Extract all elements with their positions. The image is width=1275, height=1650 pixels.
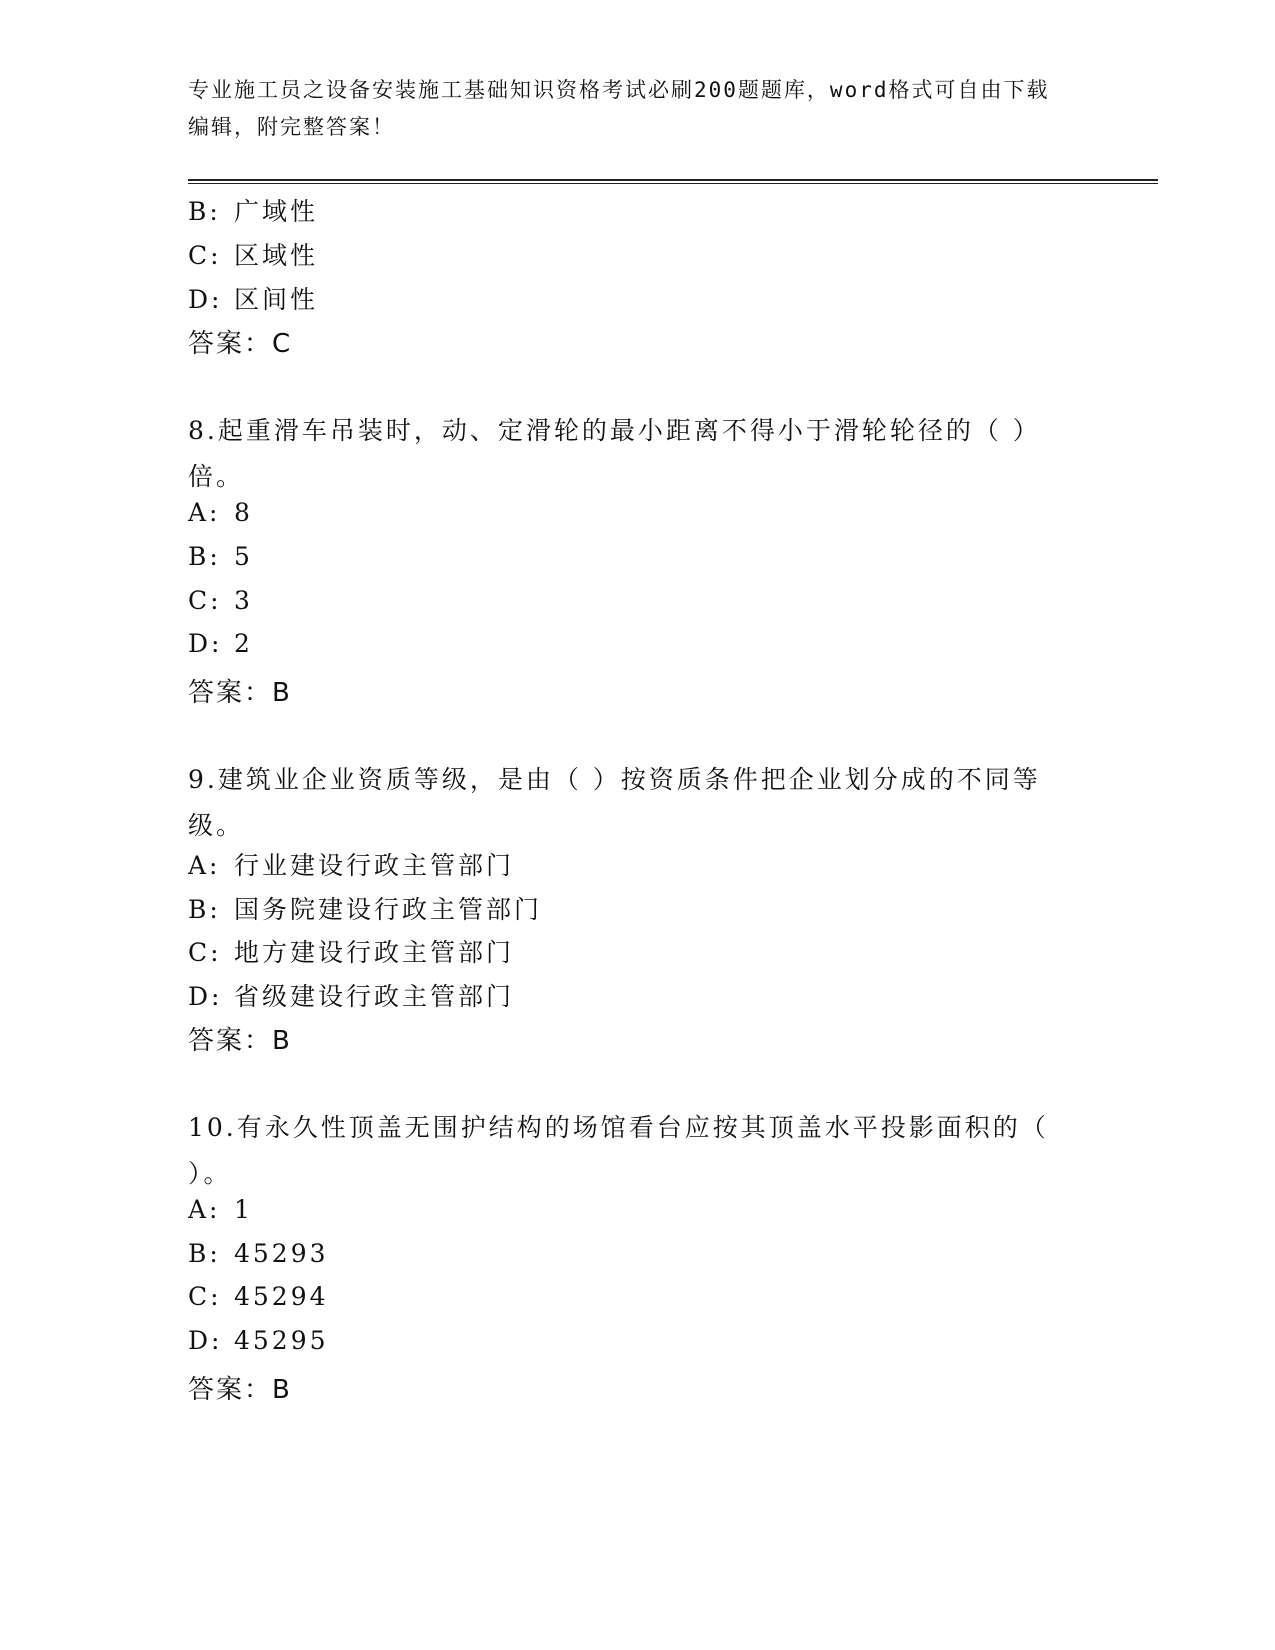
option-label: D: — [188, 982, 223, 1011]
option-label: B: — [188, 197, 221, 226]
option-text: 45293 — [234, 1239, 329, 1268]
option-text: 区间性 — [234, 285, 319, 314]
option-text: 地方建设行政主管部门 — [234, 938, 515, 967]
q8-option-d — [188, 629, 253, 658]
option-label: C: — [188, 586, 222, 615]
q8-option-c — [188, 586, 253, 615]
option-label: A: — [188, 498, 221, 527]
q10-option-a — [188, 1195, 253, 1224]
option-text: 行业建设行政主管部门 — [234, 851, 515, 880]
option-text: 1 — [234, 1195, 253, 1224]
option-label: B: — [188, 1239, 221, 1268]
option-label: A: — [188, 1195, 221, 1224]
option-label: B: — [188, 542, 221, 571]
q7-option-d — [188, 280, 318, 316]
q8-question: 8.起重滑车吊装时，动、定滑轮的最小距离不得小于滑轮轮径的（ ）倍。 — [188, 416, 1041, 491]
q9-answer: 答案：B — [188, 1026, 292, 1056]
q9-option-d — [188, 977, 514, 1013]
option-text: 3 — [234, 586, 253, 615]
option-label: D: — [188, 1326, 223, 1355]
option-text: 5 — [234, 542, 253, 571]
q10-option-b — [188, 1239, 329, 1268]
q9-option-a — [188, 846, 514, 882]
option-label: C: — [188, 1282, 222, 1311]
q10-answer: 答案：B — [188, 1375, 292, 1405]
option-label: D: — [188, 629, 223, 658]
option-text: 8 — [234, 498, 253, 527]
q7-option-b — [188, 192, 318, 228]
option-text: 2 — [234, 629, 253, 658]
q7-answer: 答案：C — [188, 329, 293, 359]
option-text: 省级建设行政主管部门 — [234, 982, 515, 1011]
q7-option-c — [188, 236, 318, 272]
q10-question: 10.有永久性顶盖无围护结构的场馆看台应按其顶盖水平投影面积的（ ）。 — [188, 1113, 1049, 1188]
document-title: 专业施工员之设备安装施工基础知识资格考试必刷200题题库，word格式可自由下载编辑，附完整答案！ — [188, 78, 1050, 139]
option-label: B: — [188, 895, 221, 924]
q10-option-d — [188, 1326, 329, 1355]
option-label: A: — [188, 851, 221, 880]
q10-option-c — [188, 1282, 329, 1311]
header-divider-thick — [188, 179, 1158, 181]
q9-option-c — [188, 933, 514, 969]
header-divider-thin — [188, 183, 1158, 184]
q8-answer: 答案：B — [188, 678, 292, 708]
option-text: 广域性 — [234, 197, 319, 226]
q8-option-b — [188, 542, 253, 571]
q8-option-a — [188, 498, 253, 527]
option-label: C: — [188, 241, 222, 270]
option-label: D: — [188, 285, 223, 314]
option-text: 区域性 — [234, 241, 319, 270]
q9-question: 9.建筑业企业资质等级，是由（ ）按资质条件把企业划分成的不同等级。 — [188, 765, 1041, 840]
option-text: 国务院建设行政主管部门 — [234, 895, 543, 924]
option-label: C: — [188, 938, 222, 967]
option-text: 45294 — [234, 1282, 329, 1311]
option-text: 45295 — [234, 1326, 329, 1355]
q9-option-b — [188, 890, 542, 926]
